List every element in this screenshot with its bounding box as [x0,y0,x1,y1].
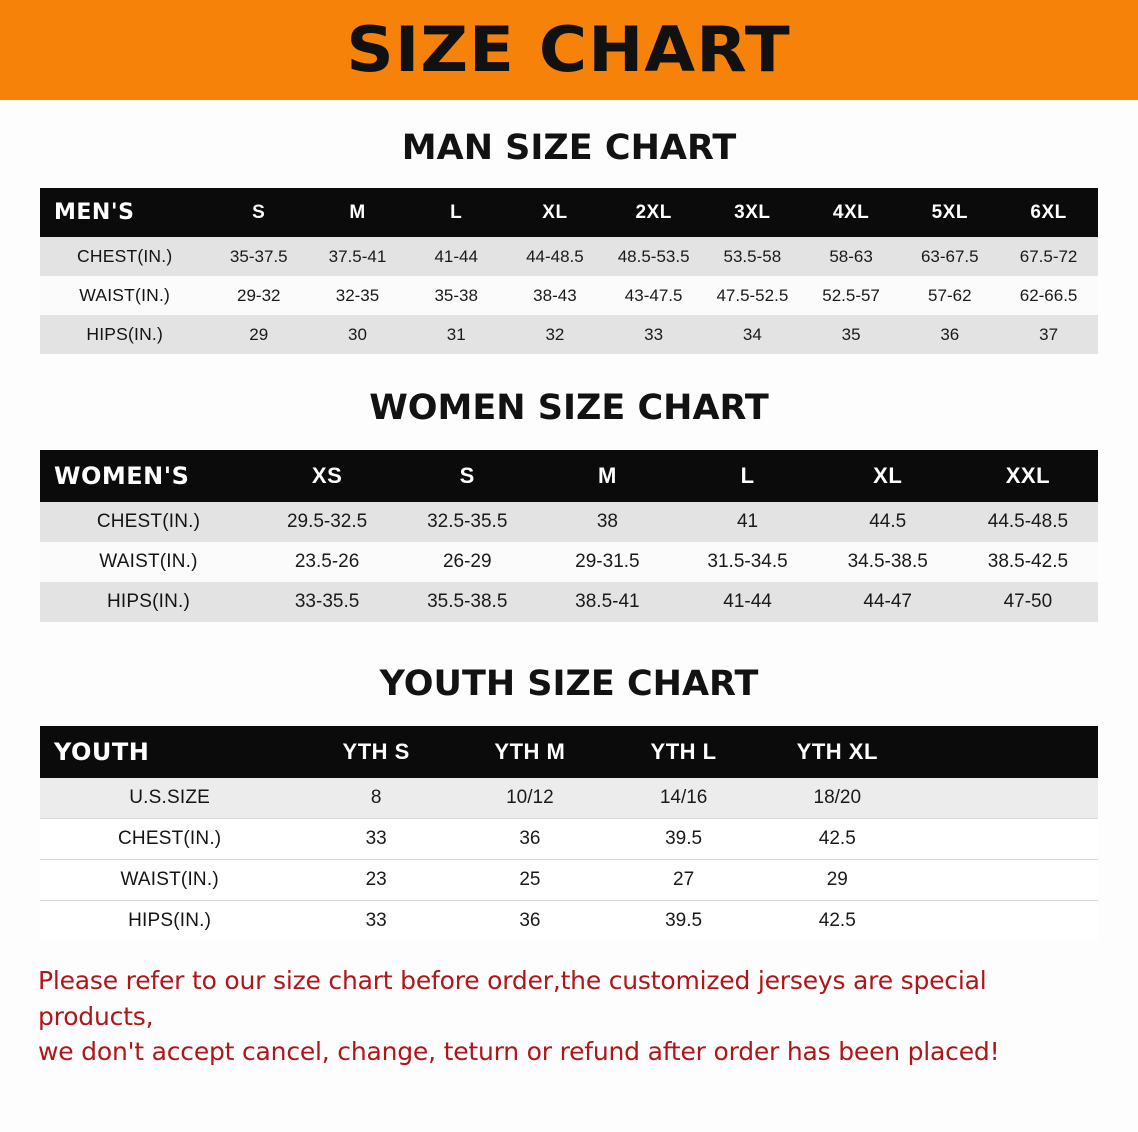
women-waist-xxl: 38.5-42.5 [958,542,1098,582]
women-chest-m: 38 [537,502,677,542]
women-header-row [40,450,1098,502]
women-size-table [40,450,1098,622]
women-hips-xl: 44-47 [818,582,958,622]
youth-chest-xl: 42.5 [760,819,914,860]
women-col-s: S [397,450,537,502]
women-header-label: WOMEN'S [40,450,257,502]
women-col-xs: XS [257,450,397,502]
man-chest-m: 37.5-41 [308,237,407,276]
table-row [40,502,1098,542]
policy-note-line2: we don't accept cancel, change, teturn or refund after order has been placed! [38,1037,1000,1066]
page-banner [0,0,1138,100]
youth-hips-m: 36 [453,901,607,942]
youth-col-m: YTH M [453,726,607,778]
man-waist-6xl: 62-66.5 [999,276,1098,315]
youth-ussize-m: 10/12 [453,778,607,819]
man-chest-3xl: 53.5-58 [703,237,802,276]
women-chest-xs: 29.5-32.5 [257,502,397,542]
man-hips-s: 29 [209,315,308,354]
man-chest-xl: 44-48.5 [506,237,605,276]
youth-col-s: YTH S [299,726,453,778]
page-title: SIZE CHART [346,13,792,86]
women-col-l: L [677,450,817,502]
table-row [40,778,1098,819]
man-hips-m: 30 [308,315,407,354]
man-waist-2xl: 43-47.5 [604,276,703,315]
youth-hips-spacer [914,901,1098,942]
man-section-title: MAN SIZE CHART [401,128,737,168]
women-col-xxl: XXL [958,450,1098,502]
man-waist-5xl: 57-62 [900,276,999,315]
women-section-title: WOMEN SIZE CHART [369,388,769,428]
women-waist-xl: 34.5-38.5 [818,542,958,582]
youth-hips-s: 33 [299,901,453,942]
man-size-table [40,188,1098,354]
man-waist-s: 29-32 [209,276,308,315]
policy-note [38,963,1100,1070]
women-table-head [40,450,1098,502]
table-row [40,542,1098,582]
youth-row-label-hips: HIPS(IN.) [40,901,299,942]
youth-header-label: YOUTH [40,726,299,778]
women-table-body [40,502,1098,622]
women-waist-xs: 23.5-26 [257,542,397,582]
man-chest-s: 35-37.5 [209,237,308,276]
man-hips-6xl: 37 [999,315,1098,354]
women-waist-l: 31.5-34.5 [677,542,817,582]
women-chest-s: 32.5-35.5 [397,502,537,542]
youth-header-row [40,726,1098,778]
table-row [40,901,1098,942]
youth-waist-spacer [914,860,1098,901]
man-hips-3xl: 34 [703,315,802,354]
women-hips-m: 38.5-41 [537,582,677,622]
youth-waist-l: 27 [607,860,761,901]
man-waist-4xl: 52.5-57 [802,276,901,315]
youth-waist-m: 25 [453,860,607,901]
women-table-wrap [0,450,1138,622]
women-chest-xxl: 44.5-48.5 [958,502,1098,542]
youth-table-body [40,778,1098,941]
women-row-label-waist: WAIST(IN.) [40,542,257,582]
women-waist-m: 29-31.5 [537,542,677,582]
women-hips-l: 41-44 [677,582,817,622]
man-chest-5xl: 63-67.5 [900,237,999,276]
man-chest-4xl: 58-63 [802,237,901,276]
man-hips-5xl: 36 [900,315,999,354]
youth-chest-l: 39.5 [607,819,761,860]
youth-chest-m: 36 [453,819,607,860]
table-row [40,276,1098,315]
youth-col-l: YTH L [607,726,761,778]
man-table-wrap [0,188,1138,354]
man-col-5xl: 5XL [900,188,999,237]
man-row-label-chest: CHEST(IN.) [40,237,209,276]
youth-waist-s: 23 [299,860,453,901]
youth-row-label-waist: WAIST(IN.) [40,860,299,901]
women-chest-l: 41 [677,502,817,542]
women-chest-xl: 44.5 [818,502,958,542]
man-chest-l: 41-44 [407,237,506,276]
women-col-xl: XL [818,450,958,502]
youth-chest-spacer [914,819,1098,860]
man-hips-2xl: 33 [604,315,703,354]
man-col-2xl: 2XL [604,188,703,237]
man-col-3xl: 3XL [703,188,802,237]
table-row [40,315,1098,354]
youth-ussize-l: 14/16 [607,778,761,819]
man-waist-l: 35-38 [407,276,506,315]
women-hips-xxl: 47-50 [958,582,1098,622]
youth-col-xl: YTH XL [760,726,914,778]
youth-waist-xl: 29 [760,860,914,901]
youth-hips-xl: 42.5 [760,901,914,942]
man-col-s: S [209,188,308,237]
man-waist-xl: 38-43 [506,276,605,315]
man-col-l: L [407,188,506,237]
table-row [40,860,1098,901]
women-row-label-hips: HIPS(IN.) [40,582,257,622]
man-table-head [40,188,1098,237]
youth-ussize-s: 8 [299,778,453,819]
man-chest-2xl: 48.5-53.5 [604,237,703,276]
women-waist-s: 26-29 [397,542,537,582]
man-col-xl: XL [506,188,605,237]
man-col-4xl: 4XL [802,188,901,237]
man-hips-xl: 32 [506,315,605,354]
youth-row-label-ussize: U.S.SIZE [40,778,299,819]
youth-table-head [40,726,1098,778]
youth-size-table [40,726,1098,941]
man-header-label: MEN'S [40,188,209,237]
table-row [40,819,1098,860]
man-hips-4xl: 35 [802,315,901,354]
youth-section-title: YOUTH SIZE CHART [379,664,759,704]
man-waist-3xl: 47.5-52.5 [703,276,802,315]
youth-ussize-spacer [914,778,1098,819]
man-hips-l: 31 [407,315,506,354]
table-row [40,582,1098,622]
women-hips-s: 35.5-38.5 [397,582,537,622]
youth-ussize-xl: 18/20 [760,778,914,819]
women-row-label-chest: CHEST(IN.) [40,502,257,542]
women-col-m: M [537,450,677,502]
man-col-6xl: 6XL [999,188,1098,237]
man-waist-m: 32-35 [308,276,407,315]
youth-chest-s: 33 [299,819,453,860]
youth-hips-l: 39.5 [607,901,761,942]
youth-table-wrap [0,726,1138,941]
man-chest-6xl: 67.5-72 [999,237,1098,276]
man-row-label-waist: WAIST(IN.) [40,276,209,315]
policy-note-line1: Please refer to our size chart before order,the customized jerseys are special products, [38,966,987,1031]
table-row [40,237,1098,276]
man-col-m: M [308,188,407,237]
youth-row-label-chest: CHEST(IN.) [40,819,299,860]
women-hips-xs: 33-35.5 [257,582,397,622]
youth-col-spacer [914,726,1098,778]
man-row-label-hips: HIPS(IN.) [40,315,209,354]
man-table-body [40,237,1098,354]
man-header-row [40,188,1098,237]
